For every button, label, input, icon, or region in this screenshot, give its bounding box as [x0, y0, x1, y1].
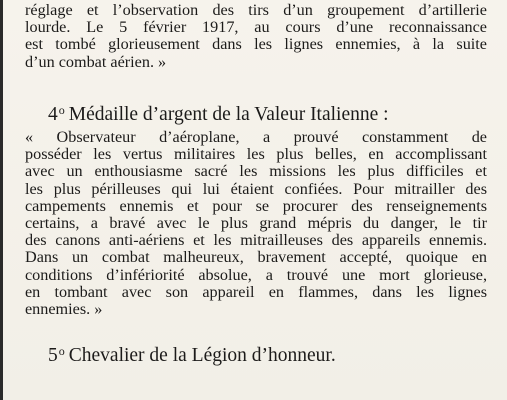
heading-title: Chevalier de la Légion d’honneur. [68, 345, 336, 366]
text-line: lourde. Le 5 février 1917, au cours d’une reconnaissance [25, 19, 487, 37]
citation-paragraph [25, 129, 487, 318]
heading-ordinal: o [58, 103, 65, 117]
text-line: certains, a bravé avec le plus grand mépris du danger, le tir [25, 215, 487, 233]
text-line: posséder les vertus militaires les plus belles, en accomplissant [25, 146, 487, 164]
text-line: réglage et l’observation des tirs d’un groupement d’artillerie [25, 2, 487, 19]
heading-ordinal: o [58, 344, 65, 358]
text-line: est tombé glorieusement dans les lignes ennemies, à la suite [25, 36, 487, 54]
text-line: avec un enthousiasme sacré les missions les plus difficiles et [25, 163, 487, 181]
text-line: « Observateur d’aéroplane, a prouvé constamment de [25, 129, 487, 146]
text-line: ennemies. » [25, 301, 103, 319]
text-line: des canons anti-aériens et les mitrailleuses des appareils ennemis. [25, 232, 487, 250]
text-line: en tombant avec son appareil en flammes, dans les lignes [25, 283, 487, 301]
page-edge [0, 0, 3, 400]
section-heading-4 [48, 99, 389, 126]
heading-number: 5 [48, 345, 58, 366]
heading-number: 4 [48, 104, 58, 125]
text-line: campements ennemis et pour se procurer des renseignements [25, 197, 487, 215]
text-line: les plus périlleuses qui lui étaient confiées. Pour mitrailler des [25, 180, 487, 198]
text-line: d’un combat aérien. » [25, 53, 167, 71]
text-line: conditions d’infériorité absolue, a trouvé une mort glorieuse, [25, 266, 487, 284]
text-line: Dans un combat malheureux, bravement accepté, quoique en [25, 249, 487, 267]
heading-title: Médaille d’argent de la Valeur Italienne : [68, 104, 389, 125]
section-heading-5 [48, 340, 336, 367]
intro-paragraph [25, 2, 487, 71]
